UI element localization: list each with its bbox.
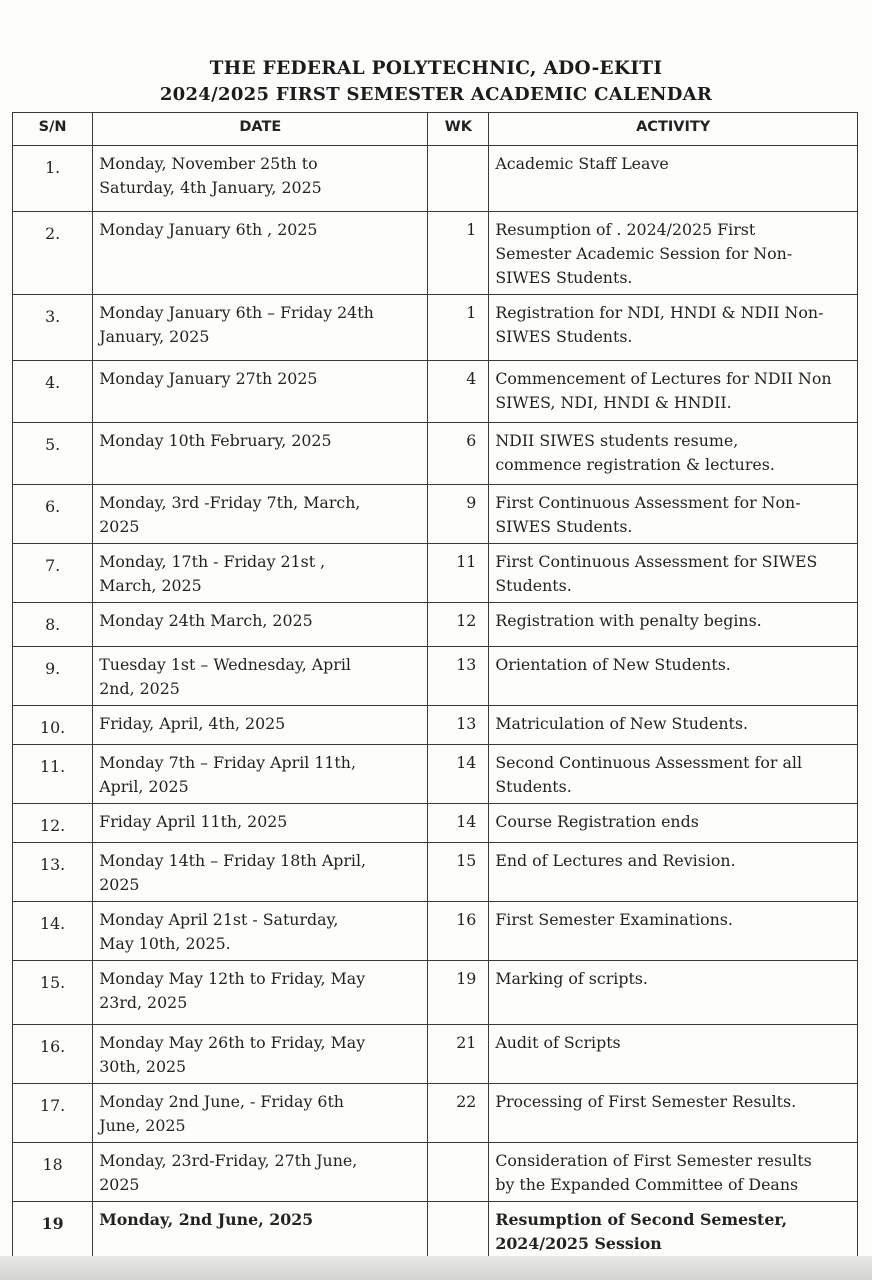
row-activity: Orientation of New Students. — [489, 647, 858, 706]
row-activity: Registration for NDI, HNDI & NDII Non- SIWES Students. — [489, 295, 858, 361]
col-header-activity: ACTIVITY — [489, 113, 858, 146]
table-row — [13, 1025, 858, 1084]
row-sn: 13. — [13, 843, 93, 902]
row-date: Monday 10th February, 2025 — [93, 423, 428, 485]
table-row — [13, 212, 858, 295]
table-row — [13, 706, 858, 745]
row-activity: First Continuous Assessment for Non- SIWES Students. — [489, 485, 858, 544]
row-week: 22 — [428, 1084, 489, 1143]
row-sn: 11. — [13, 745, 93, 804]
row-date: Monday, 2nd June, 2025 — [93, 1202, 428, 1261]
row-activity: Resumption of . 2024/2025 First Semester Academic Session for Non- SIWES Students. — [489, 212, 858, 295]
row-activity: Course Registration ends — [489, 804, 858, 843]
row-week — [428, 1143, 489, 1202]
row-activity: Commencement of Lectures for NDII Non SIWES, NDI, HNDI & HNDII. — [489, 361, 858, 423]
row-activity: NDII SIWES students resume, commence registration & lectures. — [489, 423, 858, 485]
table-row — [13, 1202, 858, 1261]
row-week: 12 — [428, 603, 489, 647]
row-activity: First Continuous Assessment for SIWES Students. — [489, 544, 858, 603]
row-week: 1 — [428, 212, 489, 295]
row-date: Monday 7th – Friday April 11th, April, 2025 — [93, 745, 428, 804]
row-activity: First Semester Examinations. — [489, 902, 858, 961]
table-row — [13, 647, 858, 706]
row-sn: 7. — [13, 544, 93, 603]
row-week: 11 — [428, 544, 489, 603]
institution-title: THE FEDERAL POLYTECHNIC, ADO-EKITI — [209, 58, 663, 79]
table-row — [13, 1143, 858, 1202]
row-sn: 19 — [13, 1202, 93, 1261]
row-sn: 1. — [13, 146, 93, 212]
table-row — [13, 843, 858, 902]
table-row — [13, 295, 858, 361]
table-row — [13, 603, 858, 647]
row-sn: 2. — [13, 212, 93, 295]
row-week: 1 — [428, 295, 489, 361]
row-date: Tuesday 1st – Wednesday, April 2nd, 2025 — [93, 647, 428, 706]
row-activity: Marking of scripts. — [489, 961, 858, 1025]
table-row — [13, 544, 858, 603]
table-row — [13, 146, 858, 212]
col-header-sn: S/N — [13, 113, 93, 146]
row-sn: 8. — [13, 603, 93, 647]
table-row — [13, 804, 858, 843]
row-date: Friday, April, 4th, 2025 — [93, 706, 428, 745]
row-date: Monday January 6th – Friday 24th January, 2025 — [93, 295, 428, 361]
row-week: 14 — [428, 745, 489, 804]
row-sn: 4. — [13, 361, 93, 423]
row-activity: Processing of First Semester Results. — [489, 1084, 858, 1143]
table-row — [13, 961, 858, 1025]
row-sn: 3. — [13, 295, 93, 361]
row-sn: 6. — [13, 485, 93, 544]
row-week: 21 — [428, 1025, 489, 1084]
row-date: Monday 14th – Friday 18th April, 2025 — [93, 843, 428, 902]
row-activity: End of Lectures and Revision. — [489, 843, 858, 902]
calendar-subtitle: 2024/2025 FIRST SEMESTER ACADEMIC CALENDAR — [159, 84, 713, 105]
page-bottom-edge — [0, 1256, 872, 1280]
row-date: Monday 2nd June, - Friday 6th June, 2025 — [93, 1084, 428, 1143]
row-sn: 5. — [13, 423, 93, 485]
row-week: 13 — [428, 706, 489, 745]
row-sn: 15. — [13, 961, 93, 1025]
row-sn: 9. — [13, 647, 93, 706]
row-date: Friday April 11th, 2025 — [93, 804, 428, 843]
row-activity: Academic Staff Leave — [489, 146, 858, 212]
row-week: 6 — [428, 423, 489, 485]
table-row — [13, 423, 858, 485]
row-date: Monday January 6th , 2025 — [93, 212, 428, 295]
row-activity: Registration with penalty begins. — [489, 603, 858, 647]
row-week: 19 — [428, 961, 489, 1025]
academic-calendar-table — [12, 112, 858, 1261]
row-week — [428, 1202, 489, 1261]
row-sn: 14. — [13, 902, 93, 961]
row-activity: Consideration of First Semester results by the Expanded Committee of Deans — [489, 1143, 858, 1202]
row-sn: 10. — [13, 706, 93, 745]
row-activity: Resumption of Second Semester, 2024/2025 Session — [489, 1202, 858, 1261]
row-activity: Matriculation of New Students. — [489, 706, 858, 745]
row-date: Monday May 12th to Friday, May 23rd, 2025 — [93, 961, 428, 1025]
row-date: Monday April 21st - Saturday, May 10th, 2025. — [93, 902, 428, 961]
row-week: 9 — [428, 485, 489, 544]
row-date: Monday January 27th 2025 — [93, 361, 428, 423]
row-activity: Audit of Scripts — [489, 1025, 858, 1084]
row-sn: 16. — [13, 1025, 93, 1084]
row-date: Monday, 3rd -Friday 7th, March, 2025 — [93, 485, 428, 544]
row-week: 4 — [428, 361, 489, 423]
table-row — [13, 485, 858, 544]
row-date: Monday, 17th - Friday 21st , March, 2025 — [93, 544, 428, 603]
table-row — [13, 1084, 858, 1143]
row-date: Monday, 23rd-Friday, 27th June, 2025 — [93, 1143, 428, 1202]
row-sn: 17. — [13, 1084, 93, 1143]
row-week: 16 — [428, 902, 489, 961]
row-week — [428, 146, 489, 212]
row-date: Monday 24th March, 2025 — [93, 603, 428, 647]
row-sn: 18 — [13, 1143, 93, 1202]
table-row — [13, 902, 858, 961]
col-header-wk: WK — [428, 113, 489, 146]
row-week: 13 — [428, 647, 489, 706]
col-header-date: DATE — [93, 113, 428, 146]
row-week: 15 — [428, 843, 489, 902]
row-date: Monday, November 25th to Saturday, 4th January, 2025 — [93, 146, 428, 212]
row-sn: 12. — [13, 804, 93, 843]
table-row — [13, 361, 858, 423]
table-header-row — [13, 113, 858, 146]
row-week: 14 — [428, 804, 489, 843]
table-row — [13, 745, 858, 804]
row-activity: Second Continuous Assessment for all Students. — [489, 745, 858, 804]
row-date: Monday May 26th to Friday, May 30th, 2025 — [93, 1025, 428, 1084]
